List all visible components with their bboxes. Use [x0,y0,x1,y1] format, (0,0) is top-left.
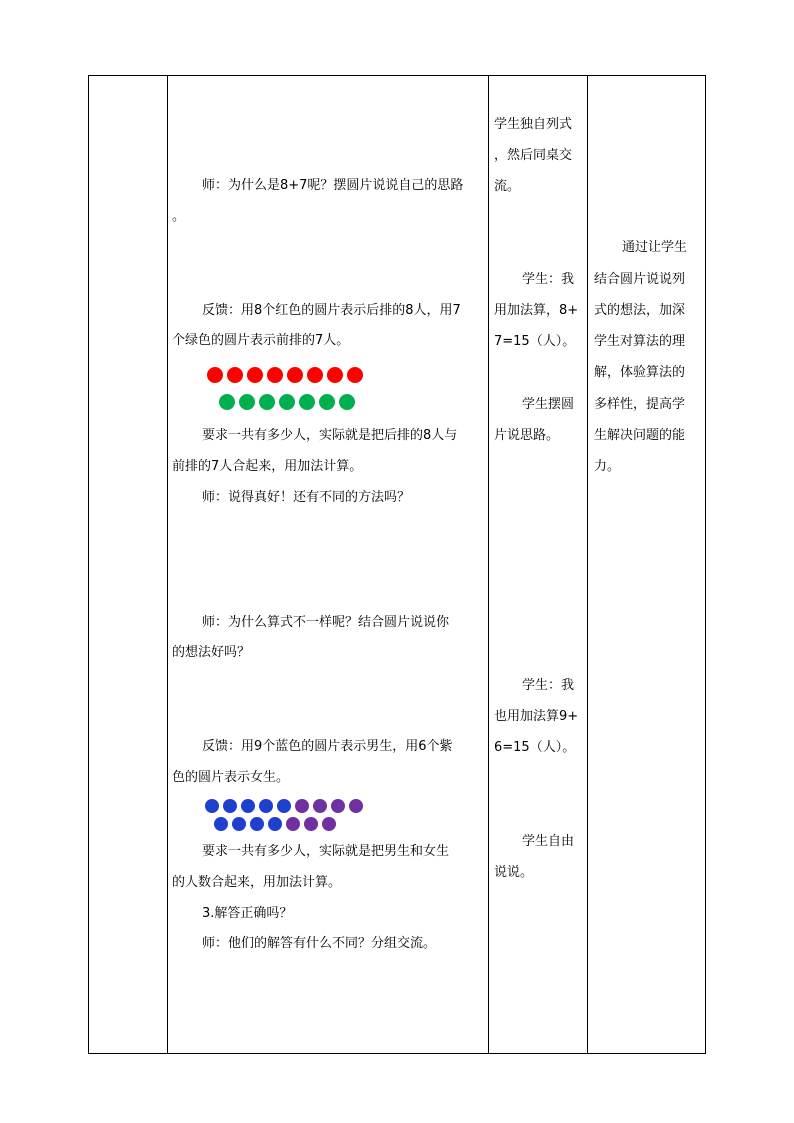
student-activity-e1: 学生自由 [522,834,575,849]
purple-counter [304,817,318,831]
red-counter [247,367,263,383]
feedback-2: 反馈：用9个蓝色的圆片表示男生，用6个紫 [202,739,453,754]
explanation-2: 要求一共有多少人，实际就是把男生和女生 [202,844,450,859]
red-counter [347,367,363,383]
purple-counter [313,799,327,813]
student-answer-d3: 6=15（人）。 [494,740,576,755]
design-intent-1: 通过让学生 [622,240,688,255]
design-intent-4: 学生对算法的理 [594,334,686,349]
blue-counter [223,799,237,813]
green-counter [219,394,235,410]
student-answer-d1: 学生：我 [522,678,575,693]
section-heading-3: 3.解答正确吗？ [202,906,293,921]
purple-counter [331,799,345,813]
column-divider-2 [488,75,489,1054]
student-activity-c1: 学生摆圆 [522,397,575,412]
teacher-question-3: 师：他们的解答有什么不同？分组交流。 [202,936,437,951]
design-intent-2: 结合圆片说说列 [594,272,686,287]
student-answer-b2: 用加法算，8+ [494,303,579,318]
design-intent-6: 多样性，提高学 [594,397,686,412]
blue-counter [205,799,219,813]
design-intent-5: 解，体验算法的 [594,365,686,380]
student-answer-b3: 7=15（人）。 [494,334,576,349]
red-counter [267,367,283,383]
design-intent-7: 生解决问题的能 [594,428,686,443]
purple-counter [349,799,363,813]
feedback-1-cont: 个绿色的圆片表示前排的7人。 [172,333,350,348]
feedback-2-cont: 色的圆片表示女生。 [172,770,290,785]
blue-counter [268,817,282,831]
blue-counter [232,817,246,831]
design-intent-3: 式的想法，加深 [594,303,686,318]
blue-counter [241,799,255,813]
green-counter [239,394,255,410]
student-activity-a1: 学生独自列式 [494,117,573,132]
student-answer-b1: 学生：我 [522,272,575,287]
explanation-2-cont: 的人数合起来，用加法计算。 [172,875,342,890]
column-divider-3 [587,75,588,1054]
student-activity-a3: 流。 [494,179,521,194]
blue-counter [277,799,291,813]
green-counter [299,394,315,410]
student-answer-d2: 也用加法算9+ [494,709,579,724]
feedback-1: 反馈：用8个红色的圆片表示后排的8人，用7 [202,303,461,318]
red-counter [227,367,243,383]
blue-counter [214,817,228,831]
teacher-question-2: 师：为什么算式不一样呢？结合圆片说说你 [202,615,450,630]
green-counter [279,394,295,410]
student-activity-a2: ，然后同桌交 [494,148,573,163]
teacher-question-2-cont: 的想法好吗？ [172,645,251,660]
green-counter [259,394,275,410]
explanation-1-cont: 前排的7人合起来，用加法计算。 [172,459,363,474]
purple-counter [286,817,300,831]
explanation-1: 要求一共有多少人，实际就是把后排的8人与 [202,428,458,443]
teacher-question-1: 师：为什么是8+7呢？摆圆片说说自己的思路 [202,178,464,193]
red-counter [287,367,303,383]
teacher-question-1-cont: 。 [172,209,186,224]
column-divider-1 [167,75,168,1054]
red-counter [307,367,323,383]
green-counter [319,394,335,410]
red-counter [327,367,343,383]
purple-counter [295,799,309,813]
purple-counter [322,817,336,831]
green-counter [339,394,355,410]
teacher-praise: 师：说得真好！还有不同的方法吗？ [202,490,411,505]
blue-counter [259,799,273,813]
red-counter [207,367,223,383]
blue-counter [250,817,264,831]
design-intent-8: 力。 [594,459,621,474]
student-activity-e2: 说说。 [494,865,534,880]
student-activity-c2: 片说思路。 [494,428,560,443]
